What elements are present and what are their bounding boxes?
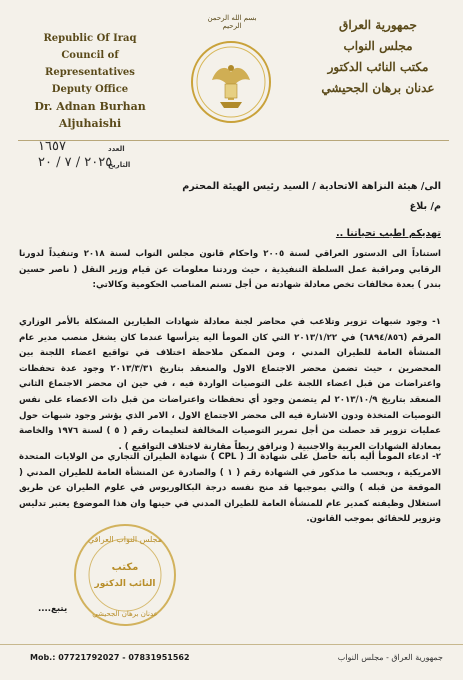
number-label: العدد [108,145,125,153]
header-en-line-3: Deputy Office [51,84,129,95]
paragraph-point-1: ١- وجود شبهات تزوير وتلاعب في محاضر لجنة معادلة شهادات الطيارين المشكلة بالأمر الوزاري المرقم (٦٨٩٤/٨٥٦) في ٢٠١٣/١/٢٢ التي كان المومأ اليه يترأسها عندما كان يشغل منصب مدير عام المنشأة العامة للطيران المدني ، ومن الممكن ملاحظة اختلاف في تواقيع اعضاء اللجنة بين المحضرين ، حيث تضمن محضر الاجتماع الاول والمنعقد بتاريخ ٢٠١٣/٣/٣١ وجود عدة تحفظات واعتراضات من قبل اعضاء اللجنة على التوصيات الواردة فيه ، في حين ان محضر الاجتماع الثاني المنعقد بتاريخ ٢٠١٣/١٠/٩ لم يتضمن وجود أي تحفظات واعتراضات من قبل ذات الاعضاء على نفس التوصيات المتخذة ودون الاشارة فيه الى محضر الاجتماع الاول ، الامر الذي يؤشر وجود شبهات حول عمليات تزوير قد حصلت من أجل تمرير التوصيات المخالفة لتعليمات رقم ( ٥ ) لسنة ١٩٧٦ والخاصة بمعادلة الشهادات العربية والاجنبية ( ونرافق ربطاً مقارنة لاختلاف التواقيع ) . [19,317,441,452]
paragraph-point-2: ٢- ادعاء المومأ أليه بأنه حاصل على شهادة الـ ( CPL ) شهادة الطيران التجاري من الولايات المتحدة الامريكية ، وبحسب ما مذكور في الشهادة رقم ( ١ ) والصادرة عن المنشأة العامة للطيران المدني ( الموقعة من قبله ) والتي بموجبها قد منح نفسه درجة البكالوريوس في علوم الطيران عن طريق استغلال وظيفته كمدير عام للمنشأة العامة للطيران المدني في حينها وان هذا الموضوع يعتبر تدليس وتزوير للحقائق بموجب القانون. [19,452,442,525]
header-ar-line-4: عدنان برهان الجحيشي [321,81,435,95]
header-ar-line-3: مكتب النائب الدكتور [327,60,429,74]
reference-block [30,139,150,174]
office-stamp-icon [70,520,180,630]
header-en-line-4: Dr. Adnan Burhan Aljuhaishi [34,100,146,130]
header-en-line-1: Republic Of Iraq [43,33,137,44]
stamp-text-name: عدنان برهان الجحيشي [92,610,158,618]
date-label: التاريخ [108,161,131,169]
footer-divider [0,644,463,645]
header-ar-line-2: مجلس النواب [343,39,413,53]
number-value: ١٦٥٧ [38,139,66,154]
paragraph-intro: استناداً الى الدستور العراقي لسنة ٢٠٠٥ واحكام قانون مجلس النواب لسنة ٢٠١٨ وتنفيذاً لدورنا الرقابي ومراقبة عمل السلطة التنفيذية ، حيث وردتنا معلومات عن قيام وزير النقل ( ناصر حسين بندر ) بعدة مخالفات تخص معادلة شهادته من أجل تسنم المناصب الحكومية وكالاتي: [19,249,441,291]
header-arabic [303,15,453,99]
date-value: ٢٠٢٥ / ٧ / ٢٠ [38,155,113,170]
greeting-line: تهديكم اطيب تحياتنا .. [335,228,441,239]
header-english [20,30,160,132]
recipient-line: الى/ هيئة النزاهة الاتحادية / السيد رئيس الهيئة المحترم [182,181,441,192]
header-ar-line-1: جمهورية العراق [339,18,417,32]
subject-line: م/ بلاغ [409,201,441,212]
iraq-emblem-icon [186,38,276,128]
stamp-text-office: مكتب [111,562,139,573]
continued-marker: يتبع.... [38,604,68,614]
reference-date-row [30,155,150,174]
header-divider [18,140,449,141]
footer-mobile: Mob.: 07721792027 - 07831951562 [30,653,190,662]
header-en-line-2: Council of Representatives [45,50,135,78]
bismillah: بسم الله الرحمن الرحيم [207,14,257,30]
footer-arabic: جمهورية العراق - مجلس النواب [337,653,443,662]
stamp-text-top: مجلس النواب العراقي [88,535,162,544]
stamp-text-deputy: النائب الدكتور [94,579,156,589]
